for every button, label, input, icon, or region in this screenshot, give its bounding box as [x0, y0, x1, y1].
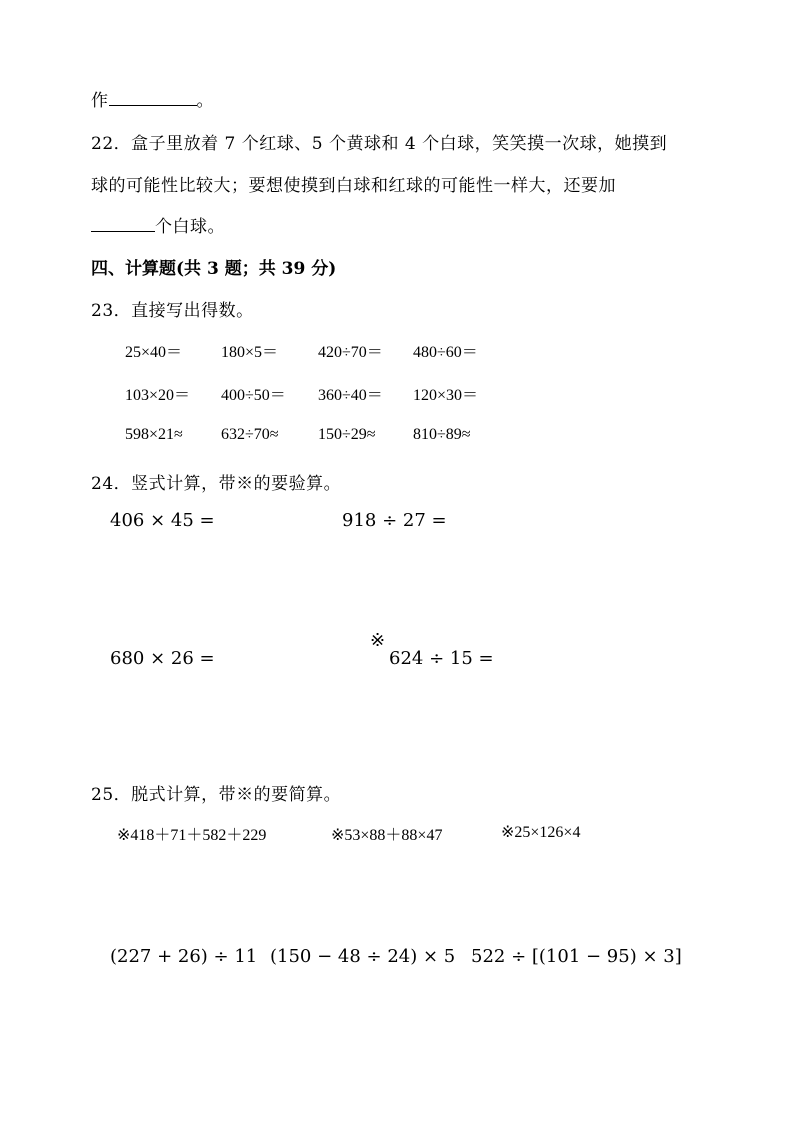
vertical-calc-expr: 918 ÷ 27 =	[342, 510, 447, 531]
simplify-calc-item: ※53×88＋88×47	[331, 827, 443, 844]
q21-tail-text: 作	[91, 91, 109, 111]
oral-calc-item: 598×21≈	[125, 426, 183, 443]
check-required-mark: ※	[370, 630, 386, 651]
step-calc-expr: (150 − 48 ÷ 24) × 5	[270, 946, 456, 967]
step-calc-expr: (227 + 26) ÷ 11	[110, 946, 258, 967]
q22-line3	[91, 212, 225, 237]
step-calc-expr: 522 ÷ [(101 − 95) × 3]	[471, 946, 682, 967]
q22-line1: 22．盒子里放着 7 个红球、5 个黄球和 4 个白球，笑笑摸一次球，她摸到	[91, 134, 668, 154]
oral-calc-item: 420÷70＝	[318, 344, 383, 361]
oral-calc-item: 480÷60＝	[413, 344, 478, 361]
vertical-calc-expr: 680 × 26 =	[110, 648, 215, 669]
oral-calc-item: 150÷29≈	[318, 426, 376, 443]
answer-blank[interactable]	[91, 215, 155, 232]
oral-calc-item: 103×20＝	[125, 387, 191, 404]
oral-calc-item: 180×5＝	[221, 344, 279, 361]
q22-line3-end: 个白球。	[155, 217, 225, 237]
oral-calc-item: 400÷50＝	[221, 387, 286, 404]
q21-tail-end: 。	[196, 91, 214, 111]
oral-calc-item: 25×40＝	[125, 344, 183, 361]
simplify-calc-item: ※418＋71＋582＋229	[117, 827, 267, 844]
oral-calc-item: 810÷89≈	[413, 426, 471, 443]
q21-tail	[91, 86, 214, 111]
q23-title: 23．直接写出得数。	[91, 301, 254, 321]
q22-line2: 球的可能性比较大；要想使摸到白球和红球的可能性一样大，还要加	[91, 176, 616, 196]
section-title: 四、计算题(共 3 题；共 39 分)	[91, 259, 337, 279]
oral-calc-item: 120×30＝	[413, 387, 479, 404]
answer-blank[interactable]	[109, 89, 197, 106]
q24-title: 24．竖式计算，带※的要验算。	[91, 474, 342, 494]
oral-calc-item: 632÷70≈	[221, 426, 279, 443]
vertical-calc-expr: 406 × 45 =	[110, 510, 215, 531]
oral-calc-item: 360÷40＝	[318, 387, 383, 404]
simplify-calc-item: ※25×126×4	[501, 824, 581, 841]
vertical-calc-expr: 624 ÷ 15 =	[389, 648, 494, 669]
q25-title: 25．脱式计算，带※的要简算。	[91, 785, 342, 805]
